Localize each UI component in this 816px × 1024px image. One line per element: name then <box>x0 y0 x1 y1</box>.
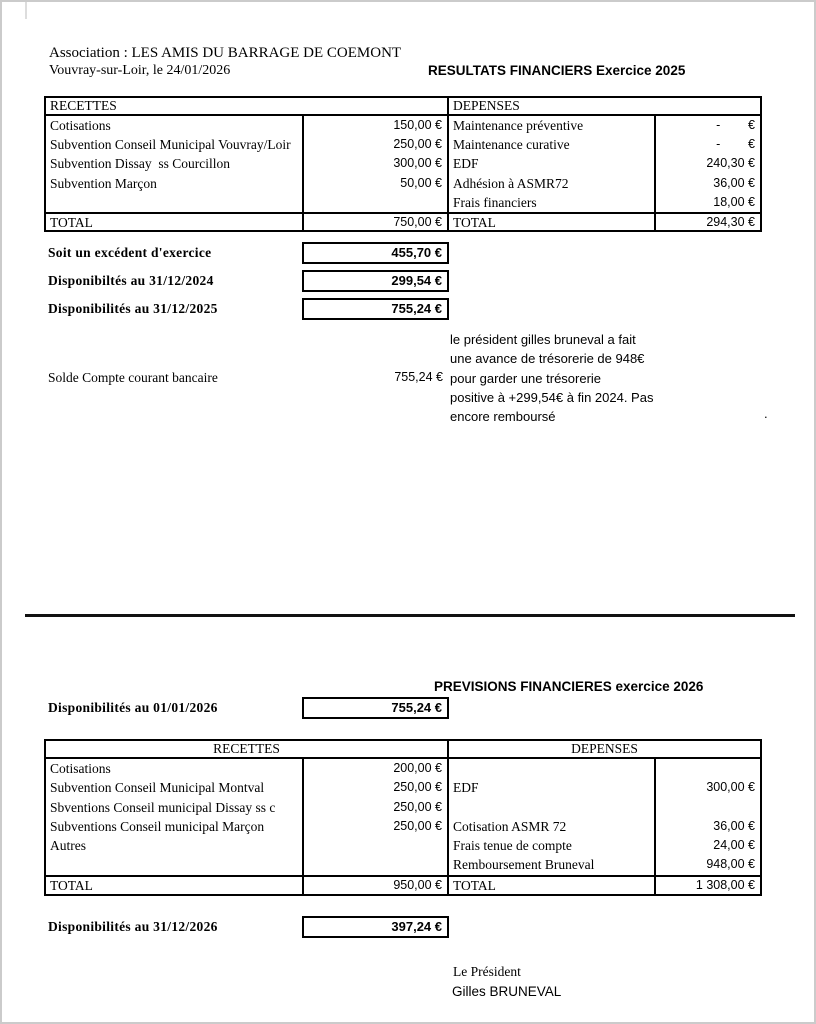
recettes-header-cell: RECETTES <box>46 98 447 116</box>
depenses-amounts-column <box>654 759 760 875</box>
signature-name: Gilles BRUNEVAL <box>452 984 562 999</box>
dispo-2024-amount-box: 299,54 € <box>302 270 449 292</box>
recettes-row-amount: 200,00 € <box>393 761 442 775</box>
depenses-header-cell: DEPENSES <box>447 98 760 116</box>
recettes-row-label: Subvention Marçon <box>50 175 157 191</box>
association-line: Association : LES AMIS DU BARRAGE DE COEMONT <box>49 45 402 61</box>
note-line: encore remboursé <box>450 409 556 425</box>
recettes-total-amount: 950,00 € <box>302 875 447 894</box>
recettes-row-amount <box>304 855 442 874</box>
dispo-3112-2026-amount-box: 397,24 € <box>302 916 449 938</box>
excedent-amount-box: 455,70 € <box>302 242 449 264</box>
depenses-row-amount: - € <box>716 137 755 152</box>
depenses-labels-column <box>447 759 654 875</box>
recettes-row-label: Subvention Conseil Municipal Montval <box>50 780 265 796</box>
note-line: le président gilles bruneval a fait <box>450 332 636 347</box>
recettes-row-label <box>50 193 302 212</box>
recettes-row-label <box>50 855 302 874</box>
excedent-row <box>48 242 449 264</box>
depenses-labels-column <box>447 116 654 212</box>
depenses-row-amount <box>656 759 755 778</box>
stray-dot: . <box>764 406 768 421</box>
depenses-row-label: Maintenance curative <box>453 137 570 153</box>
dispo-3112-2026-row <box>48 916 449 938</box>
recettes-row-label: Sbventions Conseil municipal Dissay ss c <box>50 799 276 815</box>
previsions-2026-title: PREVISIONS FINANCIERES exercice 2026 <box>434 679 704 694</box>
depenses-total-amount: 1 308,00 € <box>654 875 760 894</box>
recettes-amounts-column <box>302 759 447 875</box>
depenses-row-label: Cotisation ASMR 72 <box>453 818 567 834</box>
excedent-label: Soit un excédent d'exercice <box>48 245 212 260</box>
dispo-3112-2026-label: Disponibilités au 31/12/2026 <box>48 919 218 934</box>
recettes-row-amount <box>304 836 442 855</box>
previsions-2026-table <box>44 739 762 896</box>
depenses-row-label: Frais financiers <box>453 194 537 210</box>
dispo-2025-label: Disponibilités au 31/12/2025 <box>48 301 218 316</box>
recettes-labels-column <box>46 116 302 212</box>
signature-title: Le Président <box>453 964 521 979</box>
recettes-total-label: TOTAL <box>46 875 302 894</box>
note-line: positive à +299,54€ à fin 2024. Pas <box>450 389 654 405</box>
depenses-total-amount: 294,30 € <box>654 212 760 230</box>
depenses-row-amount: 18,00 € <box>713 194 755 209</box>
recettes-row-amount: 250,00 € <box>393 137 442 152</box>
depenses-row-label: Remboursement Bruneval <box>453 857 595 873</box>
treasury-note <box>450 330 675 426</box>
dispo-0101-2026-label: Disponibilités au 01/01/2026 <box>48 700 218 715</box>
depenses-row-amount: - € <box>716 118 755 132</box>
recettes-row-amount: 250,00 € <box>393 780 442 795</box>
recettes-header-cell: RECETTES <box>46 741 447 759</box>
recettes-row-amount: 50,00 € <box>400 175 442 190</box>
dispo-0101-2026-amount-box: 755,24 € <box>302 697 449 719</box>
page-margin-mark <box>25 2 27 19</box>
recettes-row-label: Autres <box>50 838 86 854</box>
depenses-total-label: TOTAL <box>447 875 654 894</box>
dispo-2024-label: Disponibiltés au 31/12/2024 <box>48 273 214 288</box>
recettes-row-amount: 150,00 € <box>393 118 442 132</box>
recettes-row-label: Cotisations <box>50 761 111 776</box>
recettes-row-label: Subvention Dissay ss Courcillon <box>50 156 231 172</box>
depenses-row-label: Frais tenue de compte <box>453 838 572 854</box>
note-line: pour garder une trésorerie <box>450 370 602 386</box>
solde-amount: 755,24 € <box>394 370 443 384</box>
recettes-row-amount: 300,00 € <box>393 156 442 171</box>
depenses-row-amount: 240,30 € <box>706 156 755 171</box>
solde-label: Solde Compte courant bancaire <box>48 370 218 385</box>
recettes-row-amount: 250,00 € <box>393 799 442 814</box>
depenses-header-cell: DEPENSES <box>447 741 760 759</box>
depenses-row-label <box>453 759 654 778</box>
depenses-row-amount: 36,00 € <box>713 175 755 190</box>
depenses-row-label: Adhésion à ASMR72 <box>453 175 569 191</box>
note-line: une avance de trésorerie de 948€ <box>450 351 645 367</box>
recettes-row-label: Subvention Conseil Municipal Vouvray/Loir <box>50 137 291 153</box>
dispo-0101-2026-row <box>48 697 449 719</box>
depenses-amounts-column <box>654 116 760 212</box>
recettes-labels-column <box>46 759 302 875</box>
recettes-row-label: Subventions Conseil municipal Marçon <box>50 818 265 834</box>
depenses-row-amount <box>656 798 755 817</box>
depenses-row-amount: 36,00 € <box>713 818 755 833</box>
place-date-line: Vouvray-sur-Loir, le 24/01/2026 <box>49 63 231 78</box>
depenses-row-amount: 948,00 € <box>706 857 755 872</box>
dispo-2025-row <box>48 298 449 320</box>
recettes-row-label: Cotisations <box>50 118 111 133</box>
depenses-total-label: TOTAL <box>447 212 654 230</box>
recettes-row-amount <box>304 193 442 212</box>
depenses-row-label: Maintenance préventive <box>453 118 584 133</box>
dispo-2025-amount-box: 755,24 € <box>302 298 449 320</box>
depenses-row-label: EDF <box>453 156 479 172</box>
section-divider-line <box>25 614 795 617</box>
recettes-total-amount: 750,00 € <box>302 212 447 230</box>
recettes-total-label: TOTAL <box>46 212 302 230</box>
depenses-row-label: EDF <box>453 780 479 796</box>
depenses-row-label <box>453 798 654 817</box>
dispo-2024-row <box>48 270 449 292</box>
recettes-amounts-column <box>302 116 447 212</box>
results-2025-title: RESULTATS FINANCIERS Exercice 2025 <box>428 63 686 78</box>
depenses-row-amount: 24,00 € <box>713 838 755 853</box>
results-2025-table <box>44 96 762 232</box>
depenses-row-amount: 300,00 € <box>706 780 755 795</box>
recettes-row-amount: 250,00 € <box>393 818 442 833</box>
